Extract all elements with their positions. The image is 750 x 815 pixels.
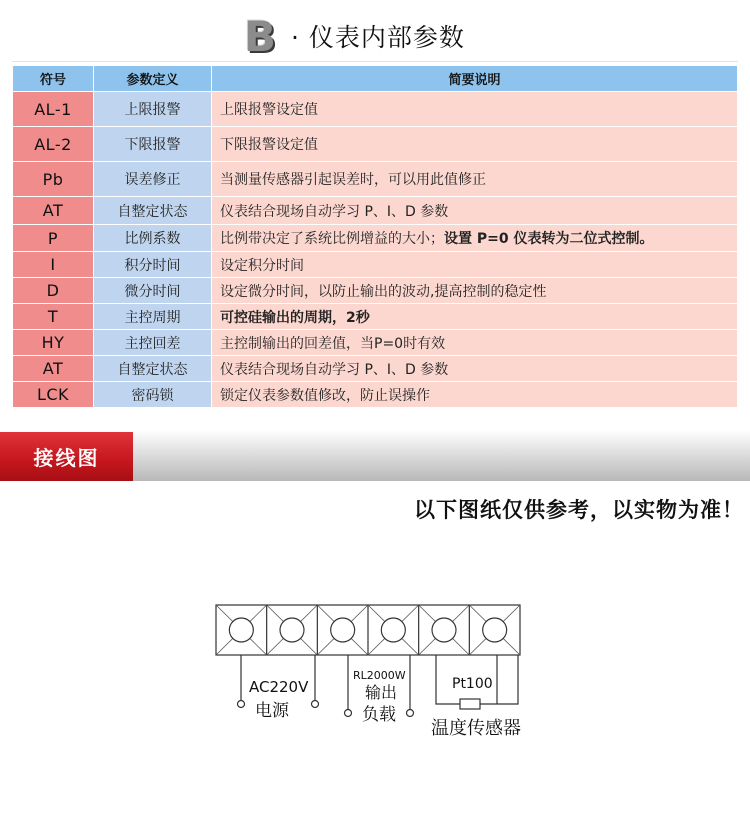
wiring-diagram xyxy=(0,580,750,750)
terminal-screw-icon xyxy=(331,618,355,642)
section-letter: B xyxy=(244,12,277,61)
param-name: 主控周期 xyxy=(94,304,212,330)
param-name: 密码锁 xyxy=(94,382,212,408)
param-description: 锁定仪表参数值修改，防止误操作 xyxy=(212,382,738,408)
column-header-symbol: 符号 xyxy=(13,66,94,92)
divider xyxy=(12,61,738,62)
param-name: 上限报警 xyxy=(94,92,212,127)
table-row xyxy=(13,197,738,225)
param-symbol: HY xyxy=(13,330,94,356)
param-symbol: Pb xyxy=(13,162,94,197)
table-row xyxy=(13,330,738,356)
sensor-model-label: Pt100 xyxy=(452,676,493,692)
param-symbol: I xyxy=(13,252,94,278)
power-voltage-label: AC220V xyxy=(249,678,309,696)
param-name: 主控回差 xyxy=(94,330,212,356)
param-description: 当测量传感器引起误差时，可以用此值修正 xyxy=(212,162,738,197)
param-symbol: AL-2 xyxy=(13,127,94,162)
table-row xyxy=(13,92,738,127)
terminal-screw-icon xyxy=(381,618,405,642)
table-row xyxy=(13,162,738,197)
power-label: 电源 xyxy=(255,701,289,721)
table-row xyxy=(13,382,738,408)
load-label: 负载 xyxy=(362,705,396,725)
table-row xyxy=(13,278,738,304)
param-description xyxy=(212,225,738,252)
table-row xyxy=(13,252,738,278)
param-description: 下限报警设定值 xyxy=(212,127,738,162)
table-row xyxy=(13,304,738,330)
output-label: 输出 xyxy=(365,683,398,702)
section-title: · 仪表内部参数 xyxy=(291,23,465,52)
param-description: 设定微分时间，以防止输出的波动,提高控制的稳定性 xyxy=(212,278,738,304)
section-header xyxy=(0,0,750,62)
param-description: 上限报警设定值 xyxy=(212,92,738,127)
param-symbol: AT xyxy=(13,356,94,382)
wiring-tab-label: 接线图 xyxy=(0,432,133,481)
param-name: 下限报警 xyxy=(94,127,212,162)
param-description-emphasis: 设置 P=0 仪表转为二位式控制。 xyxy=(444,231,654,247)
param-name: 自整定状态 xyxy=(94,197,212,225)
param-symbol: D xyxy=(13,278,94,304)
param-description: 仪表结合现场自动学习 P、I、D 参数 xyxy=(212,197,738,225)
terminal-screw-icon xyxy=(229,618,253,642)
param-symbol: LCK xyxy=(13,382,94,408)
table-row xyxy=(13,127,738,162)
terminal-block xyxy=(216,605,520,655)
column-header-definition: 参数定义 xyxy=(94,66,212,92)
table-row xyxy=(13,225,738,252)
param-description: 设定积分时间 xyxy=(212,252,738,278)
param-symbol: AL-1 xyxy=(13,92,94,127)
reference-notice: 以下图纸仅供参考，以实物为准！ xyxy=(414,498,744,522)
param-symbol: AT xyxy=(13,197,94,225)
terminal-screw-icon xyxy=(432,618,456,642)
param-symbol: T xyxy=(13,304,94,330)
output-rating-label: RL2000W xyxy=(353,669,406,682)
table-header-row xyxy=(13,66,738,92)
param-name: 积分时间 xyxy=(94,252,212,278)
parameter-table xyxy=(12,65,738,408)
param-name: 误差修正 xyxy=(94,162,212,197)
param-name: 自整定状态 xyxy=(94,356,212,382)
column-header-description: 简要说明 xyxy=(212,66,738,92)
param-description: 主控制输出的回差值，当P=0时有效 xyxy=(212,330,738,356)
param-name: 比例系数 xyxy=(94,225,212,252)
param-description-text: 比例带决定了系统比例增益的大小； xyxy=(220,231,444,247)
param-description: 可控硅输出的周期，2秒 xyxy=(212,304,738,330)
terminal-screw-icon xyxy=(280,618,304,642)
param-description: 仪表结合现场自动学习 P、I、D 参数 xyxy=(212,356,738,382)
table-row xyxy=(13,356,738,382)
param-symbol: P xyxy=(13,225,94,252)
param-name: 微分时间 xyxy=(94,278,212,304)
sensor-label: 温度传感器 xyxy=(431,718,521,739)
terminal-screw-icon xyxy=(483,618,507,642)
